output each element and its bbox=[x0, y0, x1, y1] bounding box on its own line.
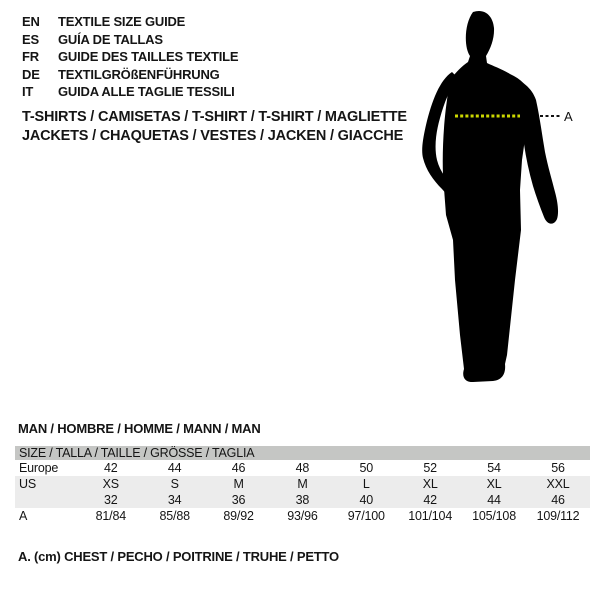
size-cell: M bbox=[297, 477, 308, 491]
size-cell: 50 bbox=[359, 461, 374, 475]
size-cell: 52 bbox=[423, 461, 437, 475]
size-cell: S bbox=[170, 477, 179, 491]
size-table-header: SIZE / TALLA / TAILLE / GRÖSSE / TAGLIA bbox=[19, 446, 255, 460]
category-line-tshirts: T-SHIRTS / CAMISETAS / T-SHIRT / T-SHIRT / MAGLIETTE bbox=[22, 109, 407, 125]
size-cell: 105/108 bbox=[472, 509, 516, 523]
size-cell: 38 bbox=[295, 493, 310, 507]
measurement-footnote: A. (cm) CHEST / PECHO / POITRINE / TRUHE / PETTO bbox=[18, 549, 339, 564]
lang-title: TEXTILGRÖßENFÜHRUNG bbox=[58, 66, 220, 82]
size-cell: 93/96 bbox=[287, 509, 318, 523]
lang-title: GUÍA DE TALLAS bbox=[58, 31, 163, 47]
size-cell: 85/88 bbox=[159, 509, 190, 523]
lang-code: DE bbox=[22, 66, 40, 82]
size-cell: 101/104 bbox=[408, 509, 453, 523]
size-cell: 56 bbox=[551, 461, 565, 475]
category-line-jackets: JACKETS / CHAQUETAS / VESTES / JACKEN / GIACCHE bbox=[22, 128, 404, 144]
size-cell: M bbox=[233, 477, 244, 491]
size-cell: 81/84 bbox=[95, 509, 126, 523]
size-cell: XS bbox=[102, 477, 119, 491]
size-cell: 44 bbox=[167, 461, 182, 475]
lang-title: GUIDE DES TAILLES TEXTILE bbox=[58, 49, 239, 64]
size-cell: 40 bbox=[359, 493, 374, 507]
size-cell: XL bbox=[422, 477, 438, 491]
size-cell: 44 bbox=[487, 493, 501, 507]
size-cell: 109/112 bbox=[536, 509, 580, 523]
lang-code: ES bbox=[22, 31, 39, 47]
row-label: US bbox=[19, 477, 36, 491]
table-row-europe bbox=[15, 460, 590, 476]
size-cell: 34 bbox=[167, 493, 182, 507]
table-row-us bbox=[15, 476, 590, 492]
size-cell: 46 bbox=[231, 461, 246, 475]
size-cell: 97/100 bbox=[347, 509, 385, 523]
size-cell: L bbox=[362, 477, 370, 491]
size-cell: 42 bbox=[104, 461, 118, 475]
size-cell: 32 bbox=[104, 493, 118, 507]
size-table bbox=[15, 446, 590, 524]
size-cell: 36 bbox=[231, 493, 246, 507]
lang-title: GUIDA ALLE TAGLIE TESSILI bbox=[58, 84, 235, 99]
row-label: Europe bbox=[19, 461, 59, 475]
lang-code: EN bbox=[22, 14, 40, 29]
lang-code: IT bbox=[22, 84, 34, 99]
language-title-list bbox=[22, 13, 238, 101]
measure-a-label: A bbox=[564, 109, 573, 124]
size-cell: 48 bbox=[295, 461, 310, 475]
size-cell: 46 bbox=[551, 493, 565, 507]
size-cell: XL bbox=[486, 477, 502, 491]
row-label: A bbox=[19, 509, 28, 523]
lang-title: TEXTILE SIZE GUIDE bbox=[58, 14, 186, 29]
gender-section-heading: MAN / HOMBRE / HOMME / MANN / MAN bbox=[18, 421, 261, 436]
size-cell: 42 bbox=[423, 493, 437, 507]
size-cell: 89/92 bbox=[223, 509, 254, 523]
size-table-header-row bbox=[15, 446, 590, 460]
man-silhouette-figure bbox=[390, 0, 600, 400]
lang-code: FR bbox=[22, 49, 39, 64]
table-row-chest bbox=[15, 508, 590, 524]
size-cell: XXL bbox=[546, 477, 570, 491]
table-row-us-numeric bbox=[15, 492, 590, 508]
row-label bbox=[15, 492, 79, 508]
man-body-shape bbox=[443, 11, 530, 382]
size-cell: 54 bbox=[487, 461, 501, 475]
category-heading bbox=[22, 108, 407, 146]
